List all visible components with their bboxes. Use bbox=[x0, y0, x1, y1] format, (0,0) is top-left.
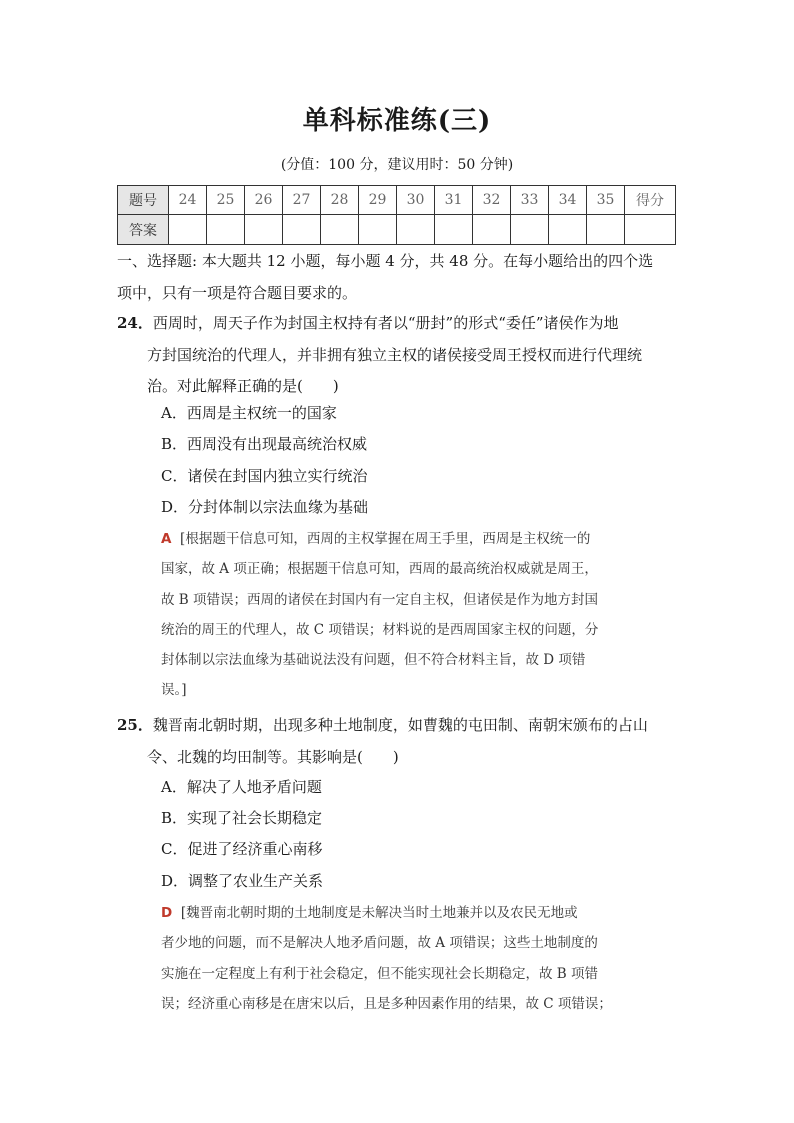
question-number: 24． bbox=[117, 314, 153, 332]
section-instructions-line: 项中，只有一项是符合题目要求的。 bbox=[117, 283, 358, 302]
answer-cell[interactable] bbox=[435, 215, 473, 245]
score-table-number: 27 bbox=[283, 186, 321, 215]
option-b[interactable]: B．西周没有出现最高统治权威 bbox=[161, 435, 368, 453]
question-25-explanation bbox=[161, 898, 676, 1019]
answer-cell[interactable] bbox=[207, 215, 245, 245]
option-c[interactable]: C．诸侯在封国内独立实行统治 bbox=[161, 467, 368, 485]
score-table-number: 34 bbox=[549, 186, 587, 215]
explanation-line: 者少地的问题，而不是解决人地矛盾问题，故 A 项错误；这些土地制度的 bbox=[161, 935, 598, 952]
answer-cell[interactable] bbox=[359, 215, 397, 245]
score-table-number: 31 bbox=[435, 186, 473, 215]
question-text-line: 治。对此解释正确的是( ) bbox=[147, 377, 339, 395]
section-instructions bbox=[117, 246, 679, 309]
score-table-number: 25 bbox=[207, 186, 245, 215]
score-table-number: 33 bbox=[511, 186, 549, 215]
answer-cell[interactable] bbox=[321, 215, 359, 245]
explanation-text: [根据题干信息可知，西周的主权掌握在周王手里，西周是主权统一的 bbox=[180, 531, 591, 547]
question-text-line: 方封国统治的代理人，并非拥有独立主权的诸侯接受周王授权而进行代理统 bbox=[147, 345, 643, 364]
option-b[interactable]: B．实现了社会长期稳定 bbox=[161, 809, 323, 827]
explanation-line: 统治的周王的代理人，故 C 项错误；材料说的是西周国家主权的问题，分 bbox=[161, 621, 599, 638]
option-d[interactable]: D．调整了农业生产关系 bbox=[161, 872, 324, 890]
answer-cell[interactable] bbox=[397, 215, 435, 245]
option-a[interactable]: A．解决了人地矛盾问题 bbox=[161, 778, 322, 796]
score-table-header-label: 题号 bbox=[118, 186, 169, 215]
question-25 bbox=[117, 710, 679, 773]
question-24-explanation bbox=[161, 524, 676, 706]
score-table-number-row bbox=[118, 186, 676, 215]
answer-letter: D bbox=[161, 905, 173, 921]
question-text-line: 令、北魏的均田制等。其影响是( ) bbox=[147, 747, 399, 766]
explanation-line bbox=[161, 524, 676, 554]
explanation-line: 误。] bbox=[161, 682, 187, 699]
question-text-line: 魏晋南北朝时期，出现多种土地制度，如曹魏的屯田制、南朝宋颁布的占山 bbox=[152, 716, 648, 734]
score-table-number: 24 bbox=[169, 186, 207, 215]
answer-cell[interactable] bbox=[587, 215, 625, 245]
question-text-line: 西周时，周天子作为封国主权持有者以“册封”的形式“委任”诸侯作为地 bbox=[152, 314, 619, 332]
answer-cell[interactable] bbox=[283, 215, 321, 245]
answer-cell[interactable] bbox=[549, 215, 587, 245]
explanation-line bbox=[161, 898, 676, 928]
answer-cell[interactable] bbox=[245, 215, 283, 245]
score-table bbox=[117, 185, 676, 245]
question-25-stem bbox=[117, 710, 679, 742]
score-table-number: 35 bbox=[587, 186, 625, 215]
page-subtitle: (分值：100 分，建议用时：50 分钟) bbox=[280, 157, 514, 173]
explanation-line: 国家，故 A 项正确；根据题干信息可知，西周的最高统治权威就是周王， bbox=[161, 561, 598, 578]
question-24-stem bbox=[117, 308, 679, 340]
explanation-line: 封体制以宗法血缘为基础说法没有问题，但不符合材料主旨，故 D 项错 bbox=[161, 652, 586, 669]
score-table-answer-row bbox=[118, 215, 676, 245]
section-instructions-line: 一、选择题: 本大题共 12 小题，每小题 4 分，共 48 分。在每小题给出的四个选 bbox=[117, 252, 654, 270]
score-table-number: 28 bbox=[321, 186, 359, 215]
answer-letter: A bbox=[161, 531, 172, 547]
explanation-line: 误；经济重心南移是在唐宋以后，且是多种因素作用的结果，故 C 项错误； bbox=[161, 995, 612, 1012]
score-table-number: 26 bbox=[245, 186, 283, 215]
question-24 bbox=[117, 308, 679, 403]
answer-cell[interactable] bbox=[473, 215, 511, 245]
option-d[interactable]: D．分封体制以宗法血缘为基础 bbox=[161, 498, 369, 516]
score-table-number: 32 bbox=[473, 186, 511, 215]
score-table-number: 29 bbox=[359, 186, 397, 215]
explanation-text: [魏晋南北朝时期的土地制度是未解决当时土地兼并以及农民无地或 bbox=[180, 905, 578, 921]
explanation-line: 实施在一定程度上有利于社会稳定，但不能实现社会长期稳定，故 B 项错 bbox=[161, 965, 599, 982]
page-title: 单科标准练(三) bbox=[302, 106, 492, 136]
score-table-score-label: 得分 bbox=[625, 186, 676, 215]
option-a[interactable]: A．西周是主权统一的国家 bbox=[161, 404, 337, 422]
explanation-line: 故 B 项错误；西周的诸侯在封国内有一定自主权，但诸侯是作为地方封国 bbox=[161, 591, 599, 608]
question-number: 25． bbox=[117, 716, 153, 734]
score-cell[interactable] bbox=[625, 215, 676, 245]
option-c[interactable]: C．促进了经济重心南移 bbox=[161, 840, 323, 858]
answer-cell[interactable] bbox=[511, 215, 549, 245]
score-table-answer-label: 答案 bbox=[118, 215, 169, 245]
score-table-number: 30 bbox=[397, 186, 435, 215]
answer-cell[interactable] bbox=[169, 215, 207, 245]
